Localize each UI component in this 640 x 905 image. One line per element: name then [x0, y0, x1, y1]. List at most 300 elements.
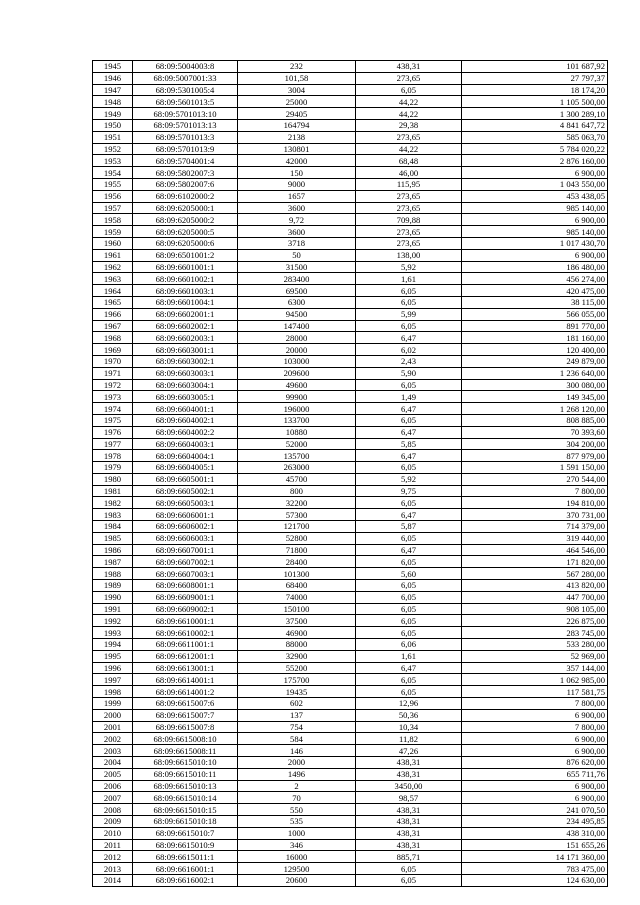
rate-cell: 6,05	[356, 532, 462, 544]
row-number-cell: 1991	[93, 603, 133, 615]
area-cell: 25000	[238, 96, 356, 108]
value-cell: 7 800,00	[462, 698, 608, 710]
row-number-cell: 1954	[93, 167, 133, 179]
rate-cell: 6,05	[356, 556, 462, 568]
rate-cell: 46,00	[356, 167, 462, 179]
cadastral-number-cell: 68:09:6605003:1	[133, 497, 238, 509]
rate-cell: 273,65	[356, 72, 462, 84]
cadastral-number-cell: 68:09:5601013:5	[133, 96, 238, 108]
rate-cell: 6,05	[356, 285, 462, 297]
value-cell: 14 171 360,00	[462, 851, 608, 863]
rate-cell: 68,48	[356, 155, 462, 167]
row-number-cell: 1959	[93, 226, 133, 238]
table-row	[93, 108, 608, 120]
row-number-cell: 1945	[93, 61, 133, 73]
table-row	[93, 320, 608, 332]
row-number-cell: 1962	[93, 261, 133, 273]
table-row	[93, 816, 608, 828]
value-cell: 1 300 289,10	[462, 108, 608, 120]
area-cell: 196000	[238, 403, 356, 415]
area-cell: 32900	[238, 650, 356, 662]
rate-cell: 5,87	[356, 521, 462, 533]
value-cell: 1 268 120,00	[462, 403, 608, 415]
value-cell: 370 731,00	[462, 509, 608, 521]
row-number-cell: 1964	[93, 285, 133, 297]
cadastral-number-cell: 68:09:6603004:1	[133, 379, 238, 391]
cadastral-number-cell: 68:09:6615007:8	[133, 721, 238, 733]
cadastral-number-cell: 68:09:6604001:1	[133, 403, 238, 415]
row-number-cell: 2009	[93, 816, 133, 828]
cadastral-number-cell: 68:09:6611001:1	[133, 639, 238, 651]
table-row	[93, 450, 608, 462]
value-cell: 876 620,00	[462, 757, 608, 769]
value-cell: 447 700,00	[462, 591, 608, 603]
cadastral-number-cell: 68:09:6205000:6	[133, 237, 238, 249]
rate-cell: 273,65	[356, 226, 462, 238]
value-cell: 124 630,00	[462, 874, 608, 886]
area-cell: 42000	[238, 155, 356, 167]
row-number-cell: 2014	[93, 874, 133, 886]
value-cell: 655 711,76	[462, 768, 608, 780]
rate-cell: 5,92	[356, 473, 462, 485]
value-cell: 319 440,00	[462, 532, 608, 544]
row-number-cell: 1952	[93, 143, 133, 155]
area-cell: 133700	[238, 414, 356, 426]
cadastral-number-cell: 68:09:6613001:1	[133, 662, 238, 674]
cadastral-number-cell: 68:09:6501001:2	[133, 249, 238, 261]
rate-cell: 6,47	[356, 450, 462, 462]
table-row	[93, 639, 608, 651]
table-row	[93, 745, 608, 757]
row-number-cell: 1976	[93, 426, 133, 438]
row-number-cell: 2003	[93, 745, 133, 757]
value-cell: 1 236 640,00	[462, 367, 608, 379]
table-row	[93, 698, 608, 710]
row-number-cell: 1999	[93, 698, 133, 710]
table-row	[93, 863, 608, 875]
table-row	[93, 391, 608, 403]
table-row	[93, 721, 608, 733]
rate-cell: 5,99	[356, 308, 462, 320]
rate-cell: 44,22	[356, 143, 462, 155]
table-row	[93, 84, 608, 96]
row-number-cell: 1953	[93, 155, 133, 167]
area-cell: 37500	[238, 615, 356, 627]
row-number-cell: 1990	[93, 591, 133, 603]
row-number-cell: 1951	[93, 131, 133, 143]
area-cell: 20000	[238, 344, 356, 356]
table-row	[93, 285, 608, 297]
row-number-cell: 1978	[93, 450, 133, 462]
table-row	[93, 72, 608, 84]
value-cell: 101 687,92	[462, 61, 608, 73]
row-number-cell: 1985	[93, 532, 133, 544]
rate-cell: 1,61	[356, 650, 462, 662]
rate-cell: 709,88	[356, 214, 462, 226]
table-row	[93, 580, 608, 592]
row-number-cell: 1996	[93, 662, 133, 674]
value-cell: 149 345,00	[462, 391, 608, 403]
cadastral-number-cell: 68:09:5701013:9	[133, 143, 238, 155]
rate-cell: 438,31	[356, 816, 462, 828]
value-cell: 1 105 500,00	[462, 96, 608, 108]
cadastral-number-cell: 68:09:6604003:1	[133, 438, 238, 450]
area-cell: 164794	[238, 119, 356, 131]
area-cell: 150	[238, 167, 356, 179]
rate-cell: 5,90	[356, 367, 462, 379]
row-number-cell: 1946	[93, 72, 133, 84]
table-row	[93, 438, 608, 450]
table-row	[93, 367, 608, 379]
area-cell: 150100	[238, 603, 356, 615]
cadastral-number-cell: 68:09:6605002:1	[133, 485, 238, 497]
table-row	[93, 355, 608, 367]
table-row	[93, 190, 608, 202]
row-number-cell: 2005	[93, 768, 133, 780]
row-number-cell: 1980	[93, 473, 133, 485]
rate-cell: 44,22	[356, 108, 462, 120]
value-cell: 413 820,00	[462, 580, 608, 592]
rate-cell: 6,05	[356, 627, 462, 639]
cadastral-number-cell: 68:09:6610002:1	[133, 627, 238, 639]
table-row	[93, 768, 608, 780]
row-number-cell: 1972	[93, 379, 133, 391]
area-cell: 147400	[238, 320, 356, 332]
row-number-cell: 2001	[93, 721, 133, 733]
table-row	[93, 591, 608, 603]
area-cell: 103000	[238, 355, 356, 367]
area-cell: 3600	[238, 202, 356, 214]
cadastral-number-cell: 68:09:6605001:1	[133, 473, 238, 485]
row-number-cell: 1960	[93, 237, 133, 249]
area-cell: 16000	[238, 851, 356, 863]
area-cell: 175700	[238, 674, 356, 686]
area-cell: 52800	[238, 532, 356, 544]
value-cell: 5 784 020,22	[462, 143, 608, 155]
area-cell: 209600	[238, 367, 356, 379]
cadastral-number-cell: 68:09:5701013:3	[133, 131, 238, 143]
table-row	[93, 874, 608, 886]
cadastral-number-cell: 68:09:6205000:5	[133, 226, 238, 238]
table-row	[93, 473, 608, 485]
area-cell: 283400	[238, 273, 356, 285]
row-number-cell: 1986	[93, 544, 133, 556]
value-cell: 38 115,00	[462, 296, 608, 308]
rate-cell: 3450,00	[356, 780, 462, 792]
table-row	[93, 544, 608, 556]
rate-cell: 885,71	[356, 851, 462, 863]
value-cell: 117 581,75	[462, 686, 608, 698]
area-cell: 69500	[238, 285, 356, 297]
value-cell: 270 544,00	[462, 473, 608, 485]
table-row	[93, 662, 608, 674]
area-cell: 550	[238, 804, 356, 816]
area-cell: 19435	[238, 686, 356, 698]
value-cell: 1 043 550,00	[462, 178, 608, 190]
rate-cell: 6,05	[356, 674, 462, 686]
table-row	[93, 733, 608, 745]
table-row	[93, 709, 608, 721]
rate-cell: 12,96	[356, 698, 462, 710]
row-number-cell: 1948	[93, 96, 133, 108]
rate-cell: 5,60	[356, 568, 462, 580]
table-row	[93, 757, 608, 769]
rate-cell: 6,05	[356, 603, 462, 615]
rate-cell: 44,22	[356, 96, 462, 108]
rate-cell: 2,43	[356, 355, 462, 367]
row-number-cell: 2002	[93, 733, 133, 745]
table-row	[93, 556, 608, 568]
area-cell: 3600	[238, 226, 356, 238]
table-row	[93, 827, 608, 839]
rate-cell: 438,31	[356, 839, 462, 851]
value-cell: 18 174,20	[462, 84, 608, 96]
rate-cell: 6,47	[356, 426, 462, 438]
table-row	[93, 839, 608, 851]
table-row	[93, 804, 608, 816]
rate-cell: 138,00	[356, 249, 462, 261]
area-cell: 52000	[238, 438, 356, 450]
cadastral-number-cell: 68:09:6609002:1	[133, 603, 238, 615]
cadastral-number-cell: 68:09:6614001:2	[133, 686, 238, 698]
area-cell: 74000	[238, 591, 356, 603]
cadastral-number-cell: 68:09:6603001:1	[133, 344, 238, 356]
cadastral-number-cell: 68:09:5802007:3	[133, 167, 238, 179]
value-cell: 1 017 430,70	[462, 237, 608, 249]
value-cell: 585 063,70	[462, 131, 608, 143]
rate-cell: 6,05	[356, 462, 462, 474]
value-cell: 151 655,26	[462, 839, 608, 851]
area-cell: 3718	[238, 237, 356, 249]
row-number-cell: 1957	[93, 202, 133, 214]
rate-cell: 273,65	[356, 202, 462, 214]
area-cell: 263000	[238, 462, 356, 474]
table-body	[93, 61, 608, 887]
row-number-cell: 1979	[93, 462, 133, 474]
value-cell: 456 274,00	[462, 273, 608, 285]
value-cell: 171 820,00	[462, 556, 608, 568]
row-number-cell: 2011	[93, 839, 133, 851]
rate-cell: 6,05	[356, 320, 462, 332]
value-cell: 226 875,00	[462, 615, 608, 627]
value-cell: 891 770,00	[462, 320, 608, 332]
rate-cell: 98,57	[356, 792, 462, 804]
rate-cell: 6,05	[356, 874, 462, 886]
area-cell: 1657	[238, 190, 356, 202]
area-cell: 71800	[238, 544, 356, 556]
cadastral-number-cell: 68:09:6601004:1	[133, 296, 238, 308]
row-number-cell: 1961	[93, 249, 133, 261]
table-row	[93, 308, 608, 320]
row-number-cell: 1992	[93, 615, 133, 627]
area-cell: 88000	[238, 639, 356, 651]
cadastral-number-cell: 68:09:6602002:1	[133, 320, 238, 332]
row-number-cell: 2008	[93, 804, 133, 816]
rate-cell: 6,02	[356, 344, 462, 356]
value-cell: 6 900,00	[462, 249, 608, 261]
table-row	[93, 344, 608, 356]
area-cell: 99900	[238, 391, 356, 403]
cadastral-number-cell: 68:09:6610001:1	[133, 615, 238, 627]
area-cell: 6300	[238, 296, 356, 308]
area-cell: 535	[238, 816, 356, 828]
table-row	[93, 780, 608, 792]
rate-cell: 5,85	[356, 438, 462, 450]
area-cell: 129500	[238, 863, 356, 875]
rate-cell: 6,05	[356, 414, 462, 426]
rate-cell: 6,05	[356, 296, 462, 308]
area-cell: 45700	[238, 473, 356, 485]
row-number-cell: 1993	[93, 627, 133, 639]
cadastral-number-cell: 68:09:5701013:13	[133, 119, 238, 131]
table-row	[93, 131, 608, 143]
row-number-cell: 1983	[93, 509, 133, 521]
cadastral-number-cell: 68:09:6606002:1	[133, 521, 238, 533]
table-row	[93, 214, 608, 226]
area-cell: 137	[238, 709, 356, 721]
area-cell: 50	[238, 249, 356, 261]
area-cell: 1496	[238, 768, 356, 780]
rate-cell: 29,38	[356, 119, 462, 131]
table-row	[93, 851, 608, 863]
area-cell: 49600	[238, 379, 356, 391]
cadastral-number-cell: 68:09:6603005:1	[133, 391, 238, 403]
area-cell: 800	[238, 485, 356, 497]
value-cell: 194 810,00	[462, 497, 608, 509]
cadastral-number-cell: 68:09:6604005:1	[133, 462, 238, 474]
value-cell: 283 745,00	[462, 627, 608, 639]
area-cell: 101,58	[238, 72, 356, 84]
table-row	[93, 414, 608, 426]
area-cell: 121700	[238, 521, 356, 533]
value-cell: 985 140,00	[462, 226, 608, 238]
row-number-cell: 1995	[93, 650, 133, 662]
area-cell: 94500	[238, 308, 356, 320]
value-cell: 877 979,00	[462, 450, 608, 462]
cadastral-number-cell: 68:09:6607001:1	[133, 544, 238, 556]
value-cell: 4 841 647,72	[462, 119, 608, 131]
rate-cell: 273,65	[356, 190, 462, 202]
cadastral-number-cell: 68:09:6614001:1	[133, 674, 238, 686]
table-row	[93, 155, 608, 167]
cadastral-number-cell: 68:09:6615010:18	[133, 816, 238, 828]
value-cell: 52 969,00	[462, 650, 608, 662]
row-number-cell: 1955	[93, 178, 133, 190]
area-cell: 20600	[238, 874, 356, 886]
area-cell: 31500	[238, 261, 356, 273]
cadastral-number-cell: 68:09:6606001:1	[133, 509, 238, 521]
cadastral-number-cell: 68:09:6615010:13	[133, 780, 238, 792]
area-cell: 602	[238, 698, 356, 710]
table-row	[93, 273, 608, 285]
row-number-cell: 1950	[93, 119, 133, 131]
rate-cell: 438,31	[356, 768, 462, 780]
value-cell: 783 475,00	[462, 863, 608, 875]
area-cell: 57300	[238, 509, 356, 521]
rate-cell: 9,75	[356, 485, 462, 497]
value-cell: 567 280,00	[462, 568, 608, 580]
table-row	[93, 226, 608, 238]
land-plots-table	[92, 60, 608, 887]
rate-cell: 47,26	[356, 745, 462, 757]
area-cell: 584	[238, 733, 356, 745]
table-row	[93, 650, 608, 662]
cadastral-number-cell: 68:09:5704001:4	[133, 155, 238, 167]
table-row	[93, 485, 608, 497]
cadastral-number-cell: 68:09:6606003:1	[133, 532, 238, 544]
table-row	[93, 426, 608, 438]
cadastral-number-cell: 68:09:6615007:7	[133, 709, 238, 721]
area-cell: 2138	[238, 131, 356, 143]
rate-cell: 6,05	[356, 863, 462, 875]
row-number-cell: 1956	[93, 190, 133, 202]
rate-cell: 6,47	[356, 662, 462, 674]
cadastral-number-cell: 68:09:6604002:1	[133, 414, 238, 426]
cadastral-number-cell: 68:09:6601002:1	[133, 273, 238, 285]
area-cell: 2	[238, 780, 356, 792]
rate-cell: 6,47	[356, 403, 462, 415]
rate-cell: 273,65	[356, 237, 462, 249]
cadastral-number-cell: 68:09:6608001:1	[133, 580, 238, 592]
rate-cell: 6,05	[356, 379, 462, 391]
table-row	[93, 249, 608, 261]
row-number-cell: 1994	[93, 639, 133, 651]
table-row	[93, 674, 608, 686]
rate-cell: 6,05	[356, 591, 462, 603]
value-cell: 7 800,00	[462, 721, 608, 733]
row-number-cell: 2012	[93, 851, 133, 863]
row-number-cell: 1949	[93, 108, 133, 120]
row-number-cell: 2010	[93, 827, 133, 839]
row-number-cell: 1970	[93, 355, 133, 367]
row-number-cell: 1971	[93, 367, 133, 379]
cadastral-number-cell: 68:09:6604004:1	[133, 450, 238, 462]
rate-cell: 438,31	[356, 61, 462, 73]
rate-cell: 6,47	[356, 332, 462, 344]
table-row	[93, 379, 608, 391]
cadastral-number-cell: 68:09:6615008:10	[133, 733, 238, 745]
cadastral-number-cell: 68:09:6615010:11	[133, 768, 238, 780]
cadastral-number-cell: 68:09:6615011:1	[133, 851, 238, 863]
value-cell: 27 797,37	[462, 72, 608, 84]
value-cell: 2 876 160,00	[462, 155, 608, 167]
cadastral-number-cell: 68:09:6615007:6	[133, 698, 238, 710]
rate-cell: 6,05	[356, 686, 462, 698]
table-row	[93, 686, 608, 698]
value-cell: 249 879,00	[462, 355, 608, 367]
value-cell: 6 900,00	[462, 733, 608, 745]
table-row	[93, 497, 608, 509]
value-cell: 1 591 150,00	[462, 462, 608, 474]
cadastral-number-cell: 68:09:6604002:2	[133, 426, 238, 438]
cadastral-number-cell: 68:09:6603002:1	[133, 355, 238, 367]
table-row	[93, 332, 608, 344]
row-number-cell: 1997	[93, 674, 133, 686]
value-cell: 6 900,00	[462, 214, 608, 226]
row-number-cell: 1988	[93, 568, 133, 580]
table-row	[93, 603, 608, 615]
rate-cell: 438,31	[356, 827, 462, 839]
rate-cell: 10,34	[356, 721, 462, 733]
row-number-cell: 2004	[93, 757, 133, 769]
table-row	[93, 509, 608, 521]
cadastral-number-cell: 68:09:6601003:1	[133, 285, 238, 297]
rate-cell: 1,49	[356, 391, 462, 403]
cadastral-number-cell: 68:09:6615008:11	[133, 745, 238, 757]
cadastral-number-cell: 68:09:6601001:1	[133, 261, 238, 273]
table-row	[93, 532, 608, 544]
cadastral-number-cell: 68:09:6615010:15	[133, 804, 238, 816]
